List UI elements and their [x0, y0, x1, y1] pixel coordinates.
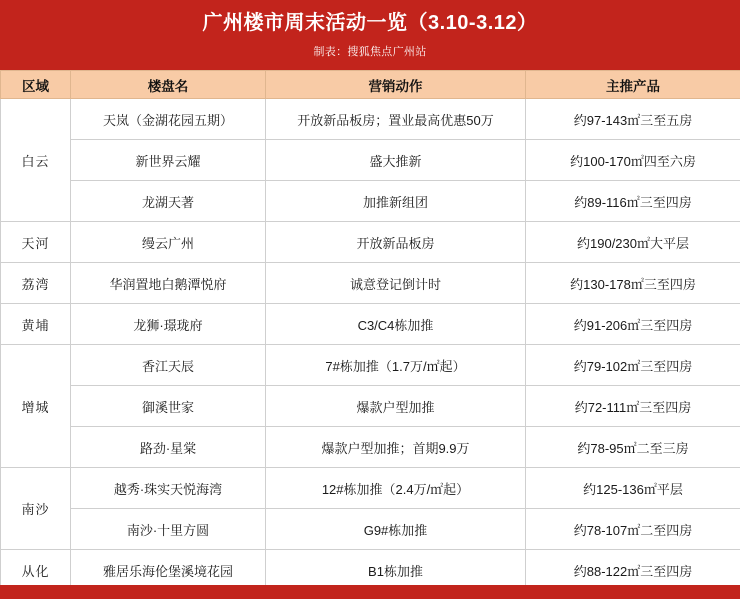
cell-region: 从化 — [1, 550, 71, 591]
cell-project: 南沙·十里方圆 — [71, 509, 266, 550]
cell-project: 香江天辰 — [71, 345, 266, 386]
cell-action: 盛大推新 — [266, 140, 526, 181]
cell-project: 越秀·珠实天悦海湾 — [71, 468, 266, 509]
footer-bar — [0, 585, 740, 599]
cell-project: 龙湖天著 — [71, 181, 266, 222]
cell-action: 12#栋加推（2.4万/㎡起） — [266, 468, 526, 509]
column-header-action: 营销动作 — [266, 71, 526, 99]
cell-region: 白云 — [1, 99, 71, 222]
cell-action: 7#栋加推（1.7万/㎡起） — [266, 345, 526, 386]
cell-product: 约79-102㎡三至四房 — [526, 345, 740, 386]
cell-product: 约88-122㎡三至四房 — [526, 550, 740, 591]
cell-product: 约130-178㎡三至四房 — [526, 263, 740, 304]
cell-action: C3/C4栋加推 — [266, 304, 526, 345]
cell-product: 约78-95㎡二至三房 — [526, 427, 740, 468]
cell-product: 约125-136㎡平层 — [526, 468, 740, 509]
cell-region: 增城 — [1, 345, 71, 468]
table-body — [1, 99, 740, 591]
cell-project: 缦云广州 — [71, 222, 266, 263]
cell-product: 约78-107㎡二至四房 — [526, 509, 740, 550]
column-header-region: 区域 — [1, 71, 71, 99]
table-row — [1, 468, 740, 509]
column-header-product: 主推产品 — [526, 71, 740, 99]
table-row — [1, 386, 740, 427]
table-row — [1, 304, 740, 345]
column-header-project: 楼盘名 — [71, 71, 266, 99]
table-header-row — [1, 71, 740, 99]
table-row — [1, 140, 740, 181]
cell-action: G9#栋加推 — [266, 509, 526, 550]
cell-action: B1栋加推 — [266, 550, 526, 591]
cell-product: 约100-170㎡四至六房 — [526, 140, 740, 181]
cell-project: 雅居乐海伦堡溪境花园 — [71, 550, 266, 591]
header-credit: 制表：搜狐焦点广州站 — [313, 46, 427, 58]
table-head — [1, 71, 740, 99]
cell-action: 开放新品板房 — [266, 222, 526, 263]
cell-project: 御溪世家 — [71, 386, 266, 427]
table-row — [1, 509, 740, 550]
cell-action: 加推新组团 — [266, 181, 526, 222]
table-row — [1, 222, 740, 263]
table-row — [1, 181, 740, 222]
table-row — [1, 99, 740, 140]
cell-region: 荔湾 — [1, 263, 71, 304]
cell-action: 爆款户型加推；首期9.9万 — [266, 427, 526, 468]
page-title: 广州楼市周末活动一览（3.10-3.12） — [202, 12, 538, 34]
cell-project: 龙狮·璟珑府 — [71, 304, 266, 345]
cell-region: 南沙 — [1, 468, 71, 550]
cell-product: 约91-206㎡三至四房 — [526, 304, 740, 345]
cell-region: 天河 — [1, 222, 71, 263]
cell-region: 黄埔 — [1, 304, 71, 345]
cell-product: 约190/230㎡大平层 — [526, 222, 740, 263]
cell-project: 路劲·星棠 — [71, 427, 266, 468]
table-row — [1, 263, 740, 304]
activity-table — [0, 70, 740, 591]
cell-project: 天岚（金湖花园五期） — [71, 99, 266, 140]
table-row — [1, 427, 740, 468]
cell-product: 约89-116㎡三至四房 — [526, 181, 740, 222]
table-row — [1, 345, 740, 386]
cell-project: 新世界云耀 — [71, 140, 266, 181]
poster-header — [0, 0, 740, 70]
cell-product: 约97-143㎡三至五房 — [526, 99, 740, 140]
cell-product: 约72-111㎡三至四房 — [526, 386, 740, 427]
cell-project: 华润置地白鹅潭悦府 — [71, 263, 266, 304]
cell-action: 爆款户型加推 — [266, 386, 526, 427]
cell-action: 诚意登记倒计时 — [266, 263, 526, 304]
cell-action: 开放新品板房；置业最高优惠50万 — [266, 99, 526, 140]
